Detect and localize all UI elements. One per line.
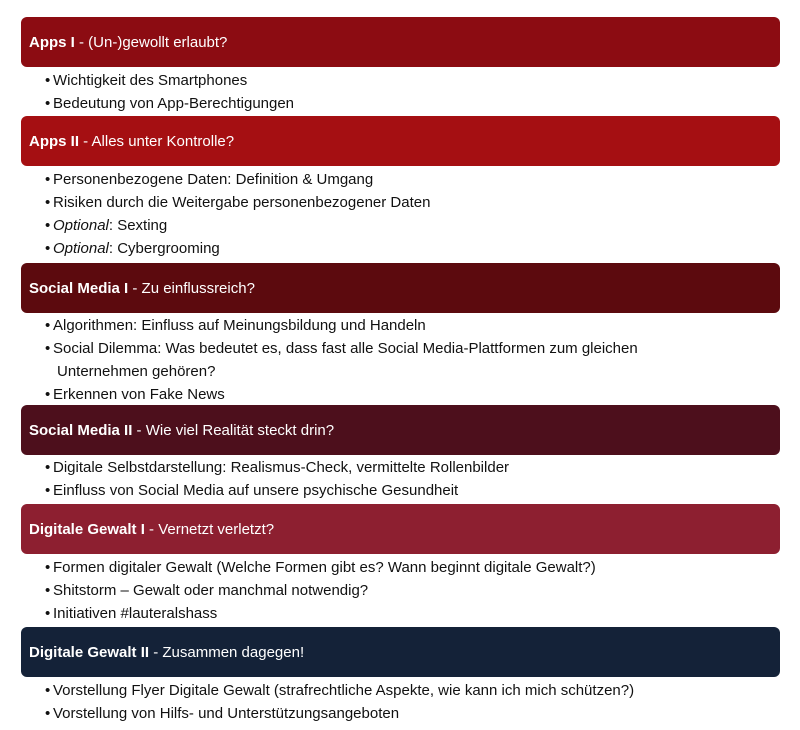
- bullet-icon: •: [45, 682, 51, 699]
- bullet-icon: •: [45, 240, 51, 257]
- section-title-rest: - Vernetzt verletzt?: [144, 520, 275, 538]
- list-item: [45, 602, 765, 625]
- bullet-icon: •: [45, 194, 51, 211]
- section-list-digitale-gewalt-2: [45, 679, 765, 725]
- list-item: [45, 237, 765, 260]
- list-item: [45, 579, 765, 602]
- list-item: [45, 337, 765, 383]
- list-item: [45, 191, 765, 214]
- item-text: Vorstellung von Hilfs- und Unterstützungsangeboten: [53, 705, 400, 722]
- bullet-icon: •: [45, 217, 51, 234]
- section-list-apps-1: [45, 69, 765, 115]
- list-item: [45, 702, 765, 725]
- item-text: Vorstellung Flyer Digitale Gewalt (strafrechtliche Aspekte, wie kann ich mich schützen?): [53, 682, 635, 699]
- bullet-icon: •: [45, 72, 51, 89]
- section-title-rest: - Zusammen dagegen!: [149, 643, 305, 661]
- item-text: Formen digitaler Gewalt (Welche Formen gibt es? Wann beginnt digitale Gewalt?): [53, 559, 596, 576]
- section-list-digitale-gewalt-1: [45, 556, 765, 625]
- item-text: Erkennen von Fake News: [53, 386, 225, 403]
- list-item: [45, 214, 765, 237]
- item-text: Personenbezogene Daten: Definition & Umgang: [53, 171, 374, 188]
- bullet-icon: •: [45, 605, 51, 622]
- section-title-bold: Digitale Gewalt II: [29, 643, 150, 661]
- section-list-social-media-1: [45, 314, 765, 406]
- bullet-icon: •: [45, 559, 51, 576]
- bullet-icon: •: [45, 171, 51, 188]
- list-item: [45, 479, 765, 502]
- section-header-social-media-2: [21, 405, 780, 455]
- list-item: [45, 69, 765, 92]
- section-title-rest: - Wie viel Realität steckt drin?: [132, 421, 335, 439]
- list-item: [45, 679, 765, 702]
- section-header-apps-2: [21, 116, 780, 166]
- section-title-rest: - Zu einflussreich?: [128, 279, 255, 297]
- item-italic-text: Optional: [53, 217, 109, 234]
- list-item: [45, 168, 765, 191]
- item-text-continued: Unternehmen gehören?: [57, 363, 216, 380]
- item-text: Shitstorm – Gewalt oder manchmal notwendig?: [53, 582, 369, 599]
- list-item: [45, 92, 765, 115]
- item-italic-text: Optional: [53, 240, 109, 257]
- section-title-rest: - (Un-)gewollt erlaubt?: [74, 33, 228, 51]
- section-title-bold: Apps I: [29, 33, 75, 51]
- section-title-bold: Social Media II: [29, 421, 133, 439]
- bullet-icon: •: [45, 95, 51, 112]
- item-text: Social Dilemma: Was bedeutet es, dass fast alle Social Media-Plattformen zum gleichen: [53, 340, 638, 357]
- item-text: : Sexting: [108, 217, 168, 234]
- item-text: Einfluss von Social Media auf unsere psychische Gesundheit: [53, 482, 459, 499]
- section-title-bold: Apps II: [29, 132, 80, 150]
- bullet-icon: •: [45, 705, 51, 722]
- item-text: Initiativen #lauteralshass: [53, 605, 218, 622]
- item-text: Digitale Selbstdarstellung: Realismus-Check, vermittelte Rollenbilder: [53, 459, 510, 476]
- list-item: [45, 383, 765, 406]
- list-item: [45, 556, 765, 579]
- bullet-icon: •: [45, 482, 51, 499]
- bullet-icon: •: [45, 386, 51, 403]
- section-title-bold: Digitale Gewalt I: [29, 520, 145, 538]
- section-header-social-media-1: [21, 263, 780, 313]
- bullet-icon: •: [45, 459, 51, 476]
- item-text: Algorithmen: Einfluss auf Meinungsbildung und Handeln: [53, 317, 426, 334]
- bullet-icon: •: [45, 340, 51, 357]
- list-item: [45, 314, 765, 337]
- item-text: Risiken durch die Weitergabe personenbezogener Daten: [53, 194, 431, 211]
- list-item: [45, 456, 765, 479]
- section-list-apps-2: [45, 168, 765, 260]
- section-title-rest: - Alles unter Kontrolle?: [79, 132, 235, 150]
- item-text: : Cybergrooming: [108, 240, 220, 257]
- section-header-digitale-gewalt-1: [21, 504, 780, 554]
- bullet-icon: •: [45, 582, 51, 599]
- section-header-apps-1: [21, 17, 780, 67]
- section-title-bold: Social Media I: [29, 279, 129, 297]
- section-header-digitale-gewalt-2: [21, 627, 780, 677]
- item-text: Bedeutung von App-Berechtigungen: [53, 95, 295, 112]
- bullet-icon: •: [45, 317, 51, 334]
- item-text: Wichtigkeit des Smartphones: [53, 72, 248, 89]
- section-list-social-media-2: [45, 456, 765, 502]
